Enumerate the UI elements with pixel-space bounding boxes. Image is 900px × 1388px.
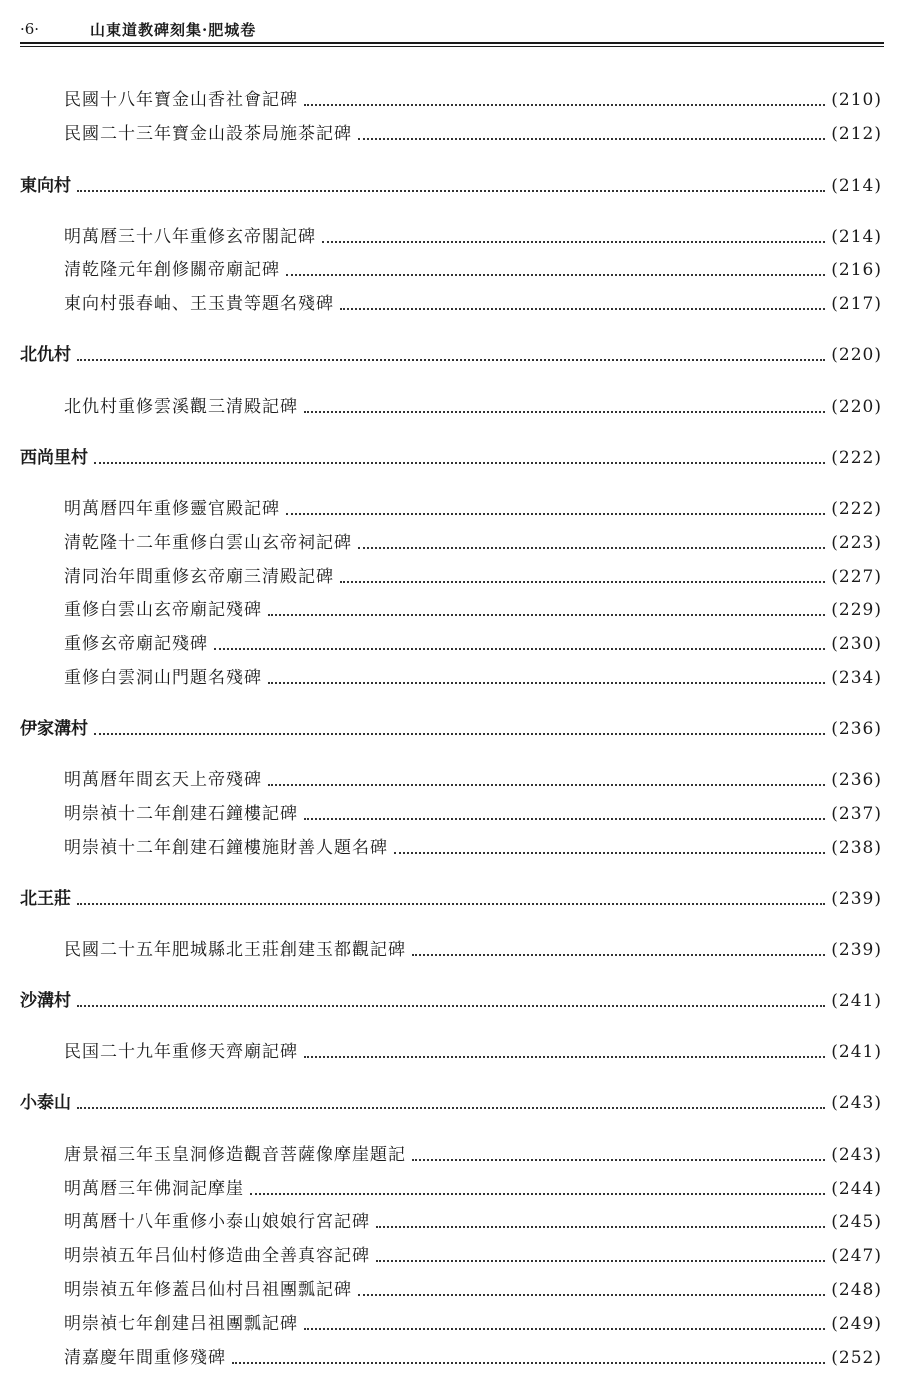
dot-leader — [412, 953, 825, 956]
dot-leader — [268, 681, 825, 684]
toc-entry-row[interactable] — [20, 1309, 882, 1339]
page-ref: (247) — [831, 1246, 882, 1266]
running-header — [20, 14, 884, 44]
page-ref: (217) — [831, 294, 882, 314]
page-ref: (222) — [831, 499, 882, 519]
page-ref: (241) — [831, 991, 882, 1011]
dot-leader — [286, 512, 825, 515]
entry-title: 明萬曆四年重修靈官殿記碑 — [64, 499, 280, 519]
book-title: 山東道教碑刻集·肥城卷 — [90, 20, 257, 39]
entry-title: 重修白雲洞山門題名殘碑 — [64, 668, 262, 688]
toc-entry-row[interactable] — [20, 1275, 882, 1305]
toc-entry-row[interactable] — [20, 392, 882, 422]
entry-title: 民國二十三年寶金山設茶局施茶記碑 — [64, 124, 352, 144]
dot-leader — [358, 1293, 825, 1296]
page-ref: (234) — [831, 668, 882, 688]
header-rule-thick — [20, 42, 884, 44]
toc-entry-row[interactable] — [20, 289, 882, 319]
toc-entry-row[interactable] — [20, 1140, 882, 1170]
page-ref: (214) — [831, 227, 882, 247]
dot-leader — [77, 189, 825, 192]
toc-entry-row[interactable] — [20, 85, 882, 115]
section-title: 沙溝村 — [20, 991, 71, 1011]
page-ref: (236) — [831, 770, 882, 790]
entry-title: 清嘉慶年間重修殘碑 — [64, 1348, 226, 1368]
entry-title: 明崇禎十二年創建石鐘樓記碑 — [64, 804, 298, 824]
dot-leader — [268, 783, 825, 786]
section-title: 北仇村 — [20, 345, 71, 365]
entry-title: 民国二十九年重修天齊廟記碑 — [64, 1042, 298, 1062]
dot-leader — [77, 358, 825, 361]
toc-entry-row[interactable] — [20, 1207, 882, 1237]
dot-leader — [94, 732, 825, 735]
page-ref: (220) — [831, 345, 882, 365]
page-ref: (212) — [831, 124, 882, 144]
entry-title: 明崇禎五年吕仙村修造曲全善真容記碑 — [64, 1246, 370, 1266]
toc-section-row[interactable] — [20, 884, 882, 914]
toc-entry-row[interactable] — [20, 1174, 882, 1204]
dot-leader — [77, 902, 825, 905]
page-ref: (214) — [831, 176, 882, 196]
entry-title: 明萬曆三十八年重修玄帝閣記碑 — [64, 227, 316, 247]
toc-entry-row[interactable] — [20, 528, 882, 558]
dot-leader — [376, 1259, 825, 1262]
page-ref: (244) — [831, 1179, 882, 1199]
dot-leader — [394, 851, 825, 854]
page-ref: (222) — [831, 448, 882, 468]
toc-entry-row[interactable] — [20, 1343, 882, 1373]
page-ref: (237) — [831, 804, 882, 824]
section-title: 西尚里村 — [20, 448, 88, 468]
toc-entry-row[interactable] — [20, 799, 882, 829]
page-ref: (229) — [831, 600, 882, 620]
dot-leader — [304, 817, 825, 820]
page-ref: (239) — [831, 940, 882, 960]
toc-entry-row[interactable] — [20, 1241, 882, 1271]
toc-section-row[interactable] — [20, 1088, 882, 1118]
dot-leader — [376, 1225, 825, 1228]
page-ref: (220) — [831, 397, 882, 417]
dot-leader — [412, 1158, 825, 1161]
entry-title: 唐景福三年玉皇洞修造觀音菩薩像摩崖題記 — [64, 1145, 406, 1165]
page-ref: (236) — [831, 719, 882, 739]
page-ref: (223) — [831, 533, 882, 553]
toc-section-row[interactable] — [20, 443, 882, 473]
entry-title: 東向村張春岫、王玉貴等題名殘碑 — [64, 294, 334, 314]
toc-section-row[interactable] — [20, 340, 882, 370]
entry-title: 重修白雲山玄帝廟記殘碑 — [64, 600, 262, 620]
dot-leader — [304, 1327, 825, 1330]
dot-leader — [358, 546, 825, 549]
dot-leader — [286, 273, 825, 276]
entry-title: 明萬曆十八年重修小泰山娘娘行宮記碑 — [64, 1212, 370, 1232]
entry-title: 明萬曆年間玄天上帝殘碑 — [64, 770, 262, 790]
section-title: 伊家溝村 — [20, 719, 88, 739]
entry-title: 明崇禎十二年創建石鐘樓施財善人題名碑 — [64, 838, 388, 858]
toc-entry-row[interactable] — [20, 255, 882, 285]
dot-leader — [214, 647, 825, 650]
toc-entry-row[interactable] — [20, 765, 882, 795]
page-ref: (238) — [831, 838, 882, 858]
dot-leader — [250, 1192, 825, 1195]
page-ref: (230) — [831, 634, 882, 654]
page-ref: (241) — [831, 1042, 882, 1062]
dot-leader — [77, 1106, 825, 1109]
dot-leader — [232, 1361, 825, 1364]
section-title: 東向村 — [20, 176, 71, 196]
dot-leader — [304, 103, 825, 106]
toc-section-row[interactable] — [20, 986, 882, 1016]
entry-title: 清同治年間重修玄帝廟三清殿記碑 — [64, 567, 334, 587]
entry-title: 明萬曆三年佛洞記摩崖 — [64, 1179, 244, 1199]
page-ref: (243) — [831, 1093, 882, 1113]
page-number: ·6· — [20, 20, 40, 38]
page-ref: (248) — [831, 1280, 882, 1300]
page-ref: (210) — [831, 90, 882, 110]
toc-entry-row[interactable] — [20, 833, 882, 863]
toc-entry-row[interactable] — [20, 663, 882, 693]
dot-leader — [304, 410, 825, 413]
toc-entry-row[interactable] — [20, 119, 882, 149]
toc-entry-row[interactable] — [20, 595, 882, 625]
entry-title: 重修玄帝廟記殘碑 — [64, 634, 208, 654]
toc-section-row[interactable] — [20, 714, 882, 744]
dot-leader — [358, 137, 825, 140]
toc-entry-row[interactable] — [20, 1037, 882, 1067]
dot-leader — [94, 461, 825, 464]
page-ref: (216) — [831, 260, 882, 280]
entry-title: 明崇禎五年修蓋吕仙村吕祖團瓢記碑 — [64, 1280, 352, 1300]
dot-leader — [268, 613, 825, 616]
dot-leader — [340, 580, 825, 583]
entry-title: 明崇禎七年創建吕祖團瓢記碑 — [64, 1314, 298, 1334]
entry-title: 清乾隆元年創修關帝廟記碑 — [64, 260, 280, 280]
section-title: 北王莊 — [20, 889, 71, 909]
toc-entry-row[interactable] — [20, 494, 882, 524]
page-ref: (249) — [831, 1314, 882, 1334]
page-ref: (245) — [831, 1212, 882, 1232]
entry-title: 民國二十五年肥城縣北王莊創建玉都觀記碑 — [64, 940, 406, 960]
dot-leader — [322, 240, 825, 243]
section-title: 小泰山 — [20, 1093, 71, 1113]
entry-title: 清乾隆十二年重修白雲山玄帝祠記碑 — [64, 533, 352, 553]
toc-entry-row[interactable] — [20, 562, 882, 592]
page-ref: (227) — [831, 567, 882, 587]
toc-section-row[interactable] — [20, 171, 882, 201]
dot-leader — [340, 307, 825, 310]
entry-title: 民國十八年寶金山香社會記碑 — [64, 90, 298, 110]
toc-entry-row[interactable] — [20, 629, 882, 659]
dot-leader — [77, 1004, 825, 1007]
page-ref: (243) — [831, 1145, 882, 1165]
header-rule-thin — [20, 46, 884, 47]
toc-entry-row[interactable] — [20, 222, 882, 252]
entry-title: 北仇村重修雲溪觀三清殿記碑 — [64, 397, 298, 417]
toc-entry-row[interactable] — [20, 935, 882, 965]
page-ref: (239) — [831, 889, 882, 909]
dot-leader — [304, 1055, 825, 1058]
page-ref: (252) — [831, 1348, 882, 1368]
